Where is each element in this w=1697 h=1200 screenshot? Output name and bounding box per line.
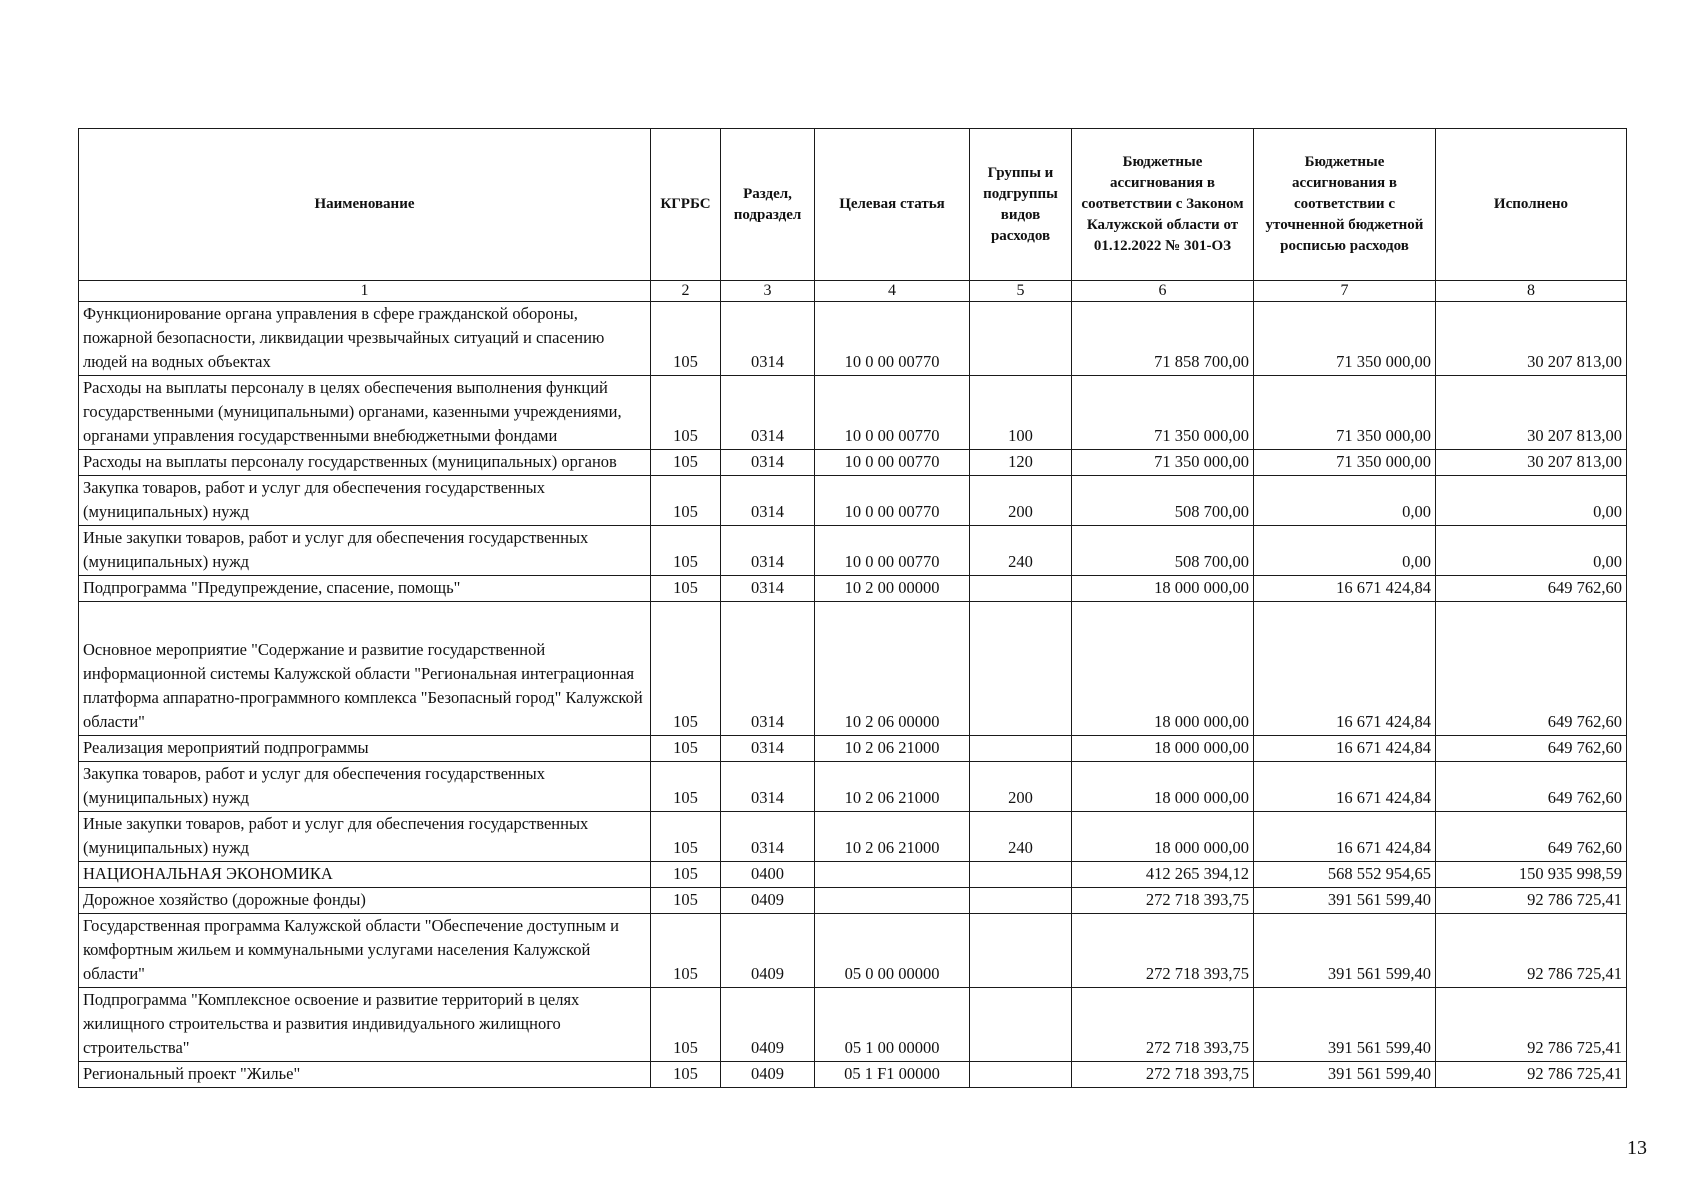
table-row (79, 914, 1627, 988)
header-law-allocations: Бюджетные ассигнования в соответствии с Законом Калужской области от 01.12.2022 № 301-ОЗ (1072, 129, 1254, 281)
cell-executed-amount: 649 762,60 (1436, 576, 1627, 602)
cell-row-name: Основное мероприятие "Содержание и развитие государственной информационной системы Калужской области "Региональная интеграционная платформа аппаратно-программного комплекса "Безопасный город" Калужской области" (79, 602, 651, 736)
cell-section-code: 0409 (721, 914, 815, 988)
cell-revised-allocation: 391 561 599,40 (1254, 1062, 1436, 1088)
cell-expense-group (970, 736, 1072, 762)
cell-target-article: 10 2 06 21000 (815, 762, 970, 812)
column-number: 1 (79, 281, 651, 302)
cell-section-code: 0409 (721, 1062, 815, 1088)
cell-row-name: Дорожное хозяйство (дорожные фонды) (79, 888, 651, 914)
cell-target-article: 10 0 00 00770 (815, 450, 970, 476)
cell-revised-allocation: 391 561 599,40 (1254, 914, 1436, 988)
cell-expense-group: 200 (970, 476, 1072, 526)
cell-executed-amount: 30 207 813,00 (1436, 376, 1627, 450)
cell-executed-amount: 0,00 (1436, 476, 1627, 526)
cell-row-name: Иные закупки товаров, работ и услуг для обеспечения государственных (муниципальных) нужд (79, 526, 651, 576)
cell-row-name: Подпрограмма "Комплексное освоение и развитие территорий в целях жилищного строительства и развития индивидуального жилищного строительства" (79, 988, 651, 1062)
header-section: Раздел, подраздел (721, 129, 815, 281)
cell-expense-group: 240 (970, 526, 1072, 576)
cell-row-name: Функционирование органа управления в сфере гражданской обороны, пожарной безопасности, ликвидации чрезвычайных ситуаций и спасению людей на водных объектах (79, 302, 651, 376)
cell-kgrbs: 105 (651, 1062, 721, 1088)
cell-kgrbs: 105 (651, 762, 721, 812)
cell-kgrbs: 105 (651, 302, 721, 376)
cell-section-code: 0314 (721, 476, 815, 526)
cell-kgrbs: 105 (651, 888, 721, 914)
cell-revised-allocation: 16 671 424,84 (1254, 576, 1436, 602)
cell-revised-allocation: 71 350 000,00 (1254, 376, 1436, 450)
header-executed: Исполнено (1436, 129, 1627, 281)
cell-kgrbs: 105 (651, 812, 721, 862)
cell-revised-allocation: 0,00 (1254, 476, 1436, 526)
cell-executed-amount: 649 762,60 (1436, 736, 1627, 762)
cell-law-allocation: 272 718 393,75 (1072, 1062, 1254, 1088)
header-revised-allocations: Бюджетные ассигнования в соответствии с уточненной бюджетной росписью расходов (1254, 129, 1436, 281)
cell-target-article: 05 1 00 00000 (815, 988, 970, 1062)
cell-law-allocation: 71 858 700,00 (1072, 302, 1254, 376)
cell-target-article: 10 2 06 21000 (815, 736, 970, 762)
cell-law-allocation: 272 718 393,75 (1072, 914, 1254, 988)
cell-law-allocation: 18 000 000,00 (1072, 736, 1254, 762)
cell-executed-amount: 92 786 725,41 (1436, 1062, 1627, 1088)
column-number: 6 (1072, 281, 1254, 302)
column-number-row (79, 281, 1627, 302)
cell-row-name: Закупка товаров, работ и услуг для обеспечения государственных (муниципальных) нужд (79, 476, 651, 526)
cell-kgrbs: 105 (651, 450, 721, 476)
budget-execution-table (78, 128, 1627, 1088)
cell-revised-allocation: 16 671 424,84 (1254, 736, 1436, 762)
cell-revised-allocation: 391 561 599,40 (1254, 888, 1436, 914)
column-number: 8 (1436, 281, 1627, 302)
cell-kgrbs: 105 (651, 988, 721, 1062)
table-row (79, 862, 1627, 888)
cell-section-code: 0314 (721, 450, 815, 476)
cell-kgrbs: 105 (651, 526, 721, 576)
cell-law-allocation: 71 350 000,00 (1072, 450, 1254, 476)
cell-row-name: Региональный проект "Жилье" (79, 1062, 651, 1088)
cell-revised-allocation: 16 671 424,84 (1254, 602, 1436, 736)
cell-section-code: 0314 (721, 762, 815, 812)
cell-section-code: 0314 (721, 576, 815, 602)
cell-executed-amount: 30 207 813,00 (1436, 302, 1627, 376)
table-row (79, 526, 1627, 576)
cell-target-article: 10 0 00 00770 (815, 376, 970, 450)
table-body (79, 302, 1627, 1088)
cell-kgrbs: 105 (651, 602, 721, 736)
cell-expense-group (970, 988, 1072, 1062)
cell-kgrbs: 105 (651, 376, 721, 450)
cell-revised-allocation: 16 671 424,84 (1254, 812, 1436, 862)
cell-executed-amount: 0,00 (1436, 526, 1627, 576)
cell-law-allocation: 18 000 000,00 (1072, 762, 1254, 812)
column-number: 3 (721, 281, 815, 302)
cell-revised-allocation: 0,00 (1254, 526, 1436, 576)
cell-kgrbs: 105 (651, 476, 721, 526)
header-kgrbs: КГРБС (651, 129, 721, 281)
header-name: Наименование (79, 129, 651, 281)
cell-target-article: 10 2 06 21000 (815, 812, 970, 862)
cell-kgrbs: 105 (651, 736, 721, 762)
table-row (79, 812, 1627, 862)
cell-target-article: 10 0 00 00770 (815, 526, 970, 576)
cell-law-allocation: 272 718 393,75 (1072, 888, 1254, 914)
cell-target-article: 10 2 06 00000 (815, 602, 970, 736)
cell-revised-allocation: 71 350 000,00 (1254, 302, 1436, 376)
cell-revised-allocation: 71 350 000,00 (1254, 450, 1436, 476)
cell-section-code: 0409 (721, 888, 815, 914)
cell-executed-amount: 649 762,60 (1436, 762, 1627, 812)
cell-target-article: 05 1 F1 00000 (815, 1062, 970, 1088)
cell-expense-group (970, 888, 1072, 914)
cell-expense-group (970, 302, 1072, 376)
cell-expense-group (970, 1062, 1072, 1088)
cell-section-code: 0314 (721, 602, 815, 736)
cell-expense-group (970, 914, 1072, 988)
header-row (79, 129, 1627, 281)
cell-law-allocation: 272 718 393,75 (1072, 988, 1254, 1062)
cell-row-name: Государственная программа Калужской области "Обеспечение доступным и комфортным жильем и коммунальными услугами населения Калужской области" (79, 914, 651, 988)
cell-law-allocation: 412 265 394,12 (1072, 862, 1254, 888)
cell-section-code: 0314 (721, 812, 815, 862)
cell-expense-group: 100 (970, 376, 1072, 450)
cell-section-code: 0314 (721, 302, 815, 376)
cell-row-name: Подпрограмма "Предупреждение, спасение, помощь" (79, 576, 651, 602)
cell-row-name: Закупка товаров, работ и услуг для обеспечения государственных (муниципальных) нужд (79, 762, 651, 812)
table-row (79, 736, 1627, 762)
cell-executed-amount: 92 786 725,41 (1436, 988, 1627, 1062)
cell-executed-amount: 30 207 813,00 (1436, 450, 1627, 476)
cell-executed-amount: 92 786 725,41 (1436, 888, 1627, 914)
cell-expense-group (970, 862, 1072, 888)
table-row (79, 302, 1627, 376)
table-row (79, 762, 1627, 812)
cell-law-allocation: 508 700,00 (1072, 476, 1254, 526)
cell-executed-amount: 649 762,60 (1436, 602, 1627, 736)
cell-law-allocation: 71 350 000,00 (1072, 376, 1254, 450)
cell-executed-amount: 649 762,60 (1436, 812, 1627, 862)
cell-target-article: 10 0 00 00770 (815, 302, 970, 376)
column-number: 4 (815, 281, 970, 302)
cell-expense-group: 120 (970, 450, 1072, 476)
cell-law-allocation: 18 000 000,00 (1072, 602, 1254, 736)
cell-target-article (815, 888, 970, 914)
cell-expense-group (970, 576, 1072, 602)
header-target-article: Целевая статья (815, 129, 970, 281)
cell-row-name: Иные закупки товаров, работ и услуг для обеспечения государственных (муниципальных) нужд (79, 812, 651, 862)
cell-law-allocation: 508 700,00 (1072, 526, 1254, 576)
table-row (79, 1062, 1627, 1088)
cell-section-code: 0314 (721, 526, 815, 576)
table-row (79, 988, 1627, 1062)
cell-target-article (815, 862, 970, 888)
cell-expense-group: 240 (970, 812, 1072, 862)
table-row (79, 376, 1627, 450)
cell-row-name: Расходы на выплаты персоналу государственных (муниципальных) органов (79, 450, 651, 476)
cell-section-code: 0314 (721, 376, 815, 450)
cell-revised-allocation: 568 552 954,65 (1254, 862, 1436, 888)
cell-row-name: НАЦИОНАЛЬНАЯ ЭКОНОМИКА (79, 862, 651, 888)
cell-law-allocation: 18 000 000,00 (1072, 576, 1254, 602)
cell-section-code: 0409 (721, 988, 815, 1062)
cell-target-article: 05 0 00 00000 (815, 914, 970, 988)
cell-section-code: 0400 (721, 862, 815, 888)
cell-section-code: 0314 (721, 736, 815, 762)
column-number: 7 (1254, 281, 1436, 302)
page-number: 13 (1627, 1137, 1647, 1159)
cell-kgrbs: 105 (651, 576, 721, 602)
cell-law-allocation: 18 000 000,00 (1072, 812, 1254, 862)
table-row (79, 576, 1627, 602)
cell-row-name: Расходы на выплаты персоналу в целях обеспечения выполнения функций государственными (муниципальными) органами, казенными учреждениями, органами управления государственными внебюджетными фондами (79, 376, 651, 450)
header-expense-groups: Группы и подгруппы видов расходов (970, 129, 1072, 281)
cell-row-name: Реализация мероприятий подпрограммы (79, 736, 651, 762)
column-number: 5 (970, 281, 1072, 302)
cell-executed-amount: 92 786 725,41 (1436, 914, 1627, 988)
cell-executed-amount: 150 935 998,59 (1436, 862, 1627, 888)
cell-expense-group: 200 (970, 762, 1072, 812)
column-number: 2 (651, 281, 721, 302)
cell-target-article: 10 0 00 00770 (815, 476, 970, 526)
table-row (79, 888, 1627, 914)
cell-revised-allocation: 391 561 599,40 (1254, 988, 1436, 1062)
cell-kgrbs: 105 (651, 914, 721, 988)
table-row (79, 450, 1627, 476)
cell-revised-allocation: 16 671 424,84 (1254, 762, 1436, 812)
table-row (79, 602, 1627, 736)
cell-kgrbs: 105 (651, 862, 721, 888)
cell-target-article: 10 2 00 00000 (815, 576, 970, 602)
cell-expense-group (970, 602, 1072, 736)
table-row (79, 476, 1627, 526)
